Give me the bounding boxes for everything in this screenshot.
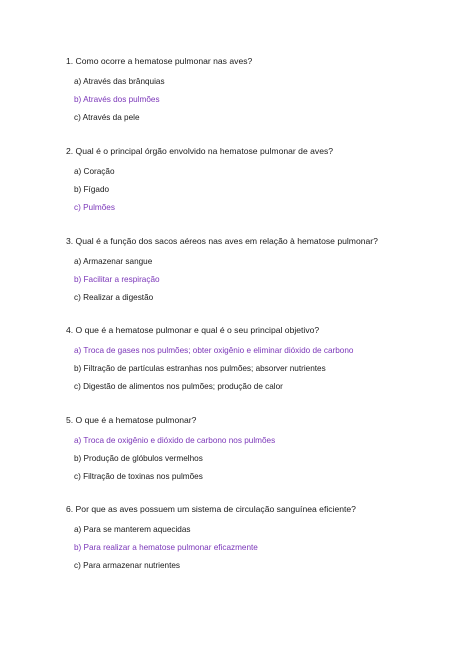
option-a-correct: a) Troca de gases nos pulmões; obter oxigênio e eliminar dióxido de carbono	[74, 346, 354, 355]
option-c-correct: c) Pulmões	[74, 203, 115, 212]
option-list	[66, 256, 456, 303]
question-1	[66, 56, 456, 123]
option-a: a) Coração	[74, 167, 115, 176]
option-b-correct: b) Através dos pulmões	[74, 95, 160, 104]
question-3	[66, 236, 456, 303]
option-b-correct: b) Facilitar a respiração	[74, 275, 160, 284]
option-b: b) Filtração de partículas estranhas nos pulmões; absorver nutrientes	[74, 364, 326, 373]
option-b: b) Fígado	[74, 185, 110, 194]
question-text: 2. Qual é o principal órgão envolvido na hematose pulmonar de aves?	[66, 146, 334, 156]
question-6	[66, 504, 456, 571]
option-list	[66, 345, 456, 392]
option-c: c) Através da pele	[74, 113, 140, 122]
option-c: c) Digestão de alimentos nos pulmões; produção de calor	[74, 382, 283, 391]
question-text: 5. O que é a hematose pulmonar?	[66, 415, 197, 425]
question-2	[66, 146, 456, 213]
question-text: 6. Por que as aves possuem um sistema de circulação sanguínea eficiente?	[66, 504, 356, 514]
option-a-correct: a) Troca de oxigênio e dióxido de carbono nos pulmões	[74, 436, 276, 445]
option-b: b) Produção de glóbulos vermelhos	[74, 454, 203, 463]
question-5	[66, 415, 456, 482]
question-text: 3. Qual é a função dos sacos aéreos nas aves em relação à hematose pulmonar?	[66, 236, 378, 246]
option-c: c) Para armazenar nutrientes	[74, 561, 181, 570]
option-list	[66, 76, 456, 123]
question-text: 4. O que é a hematose pulmonar e qual é o seu principal objetivo?	[66, 325, 320, 335]
option-c: c) Filtração de toxinas nos pulmões	[74, 472, 203, 481]
question-4	[66, 325, 456, 392]
option-c: c) Realizar a digestão	[74, 293, 154, 302]
question-text: 1. Como ocorre a hematose pulmonar nas aves?	[66, 56, 253, 66]
option-b-correct: b) Para realizar a hematose pulmonar eficazmente	[74, 543, 258, 552]
option-list	[66, 435, 456, 482]
option-list	[66, 166, 456, 213]
option-list	[66, 524, 456, 571]
option-a: a) Armazenar sangue	[74, 257, 153, 266]
option-a: a) Para se manterem aquecidas	[74, 525, 191, 534]
option-a: a) Através das brânquias	[74, 77, 165, 86]
